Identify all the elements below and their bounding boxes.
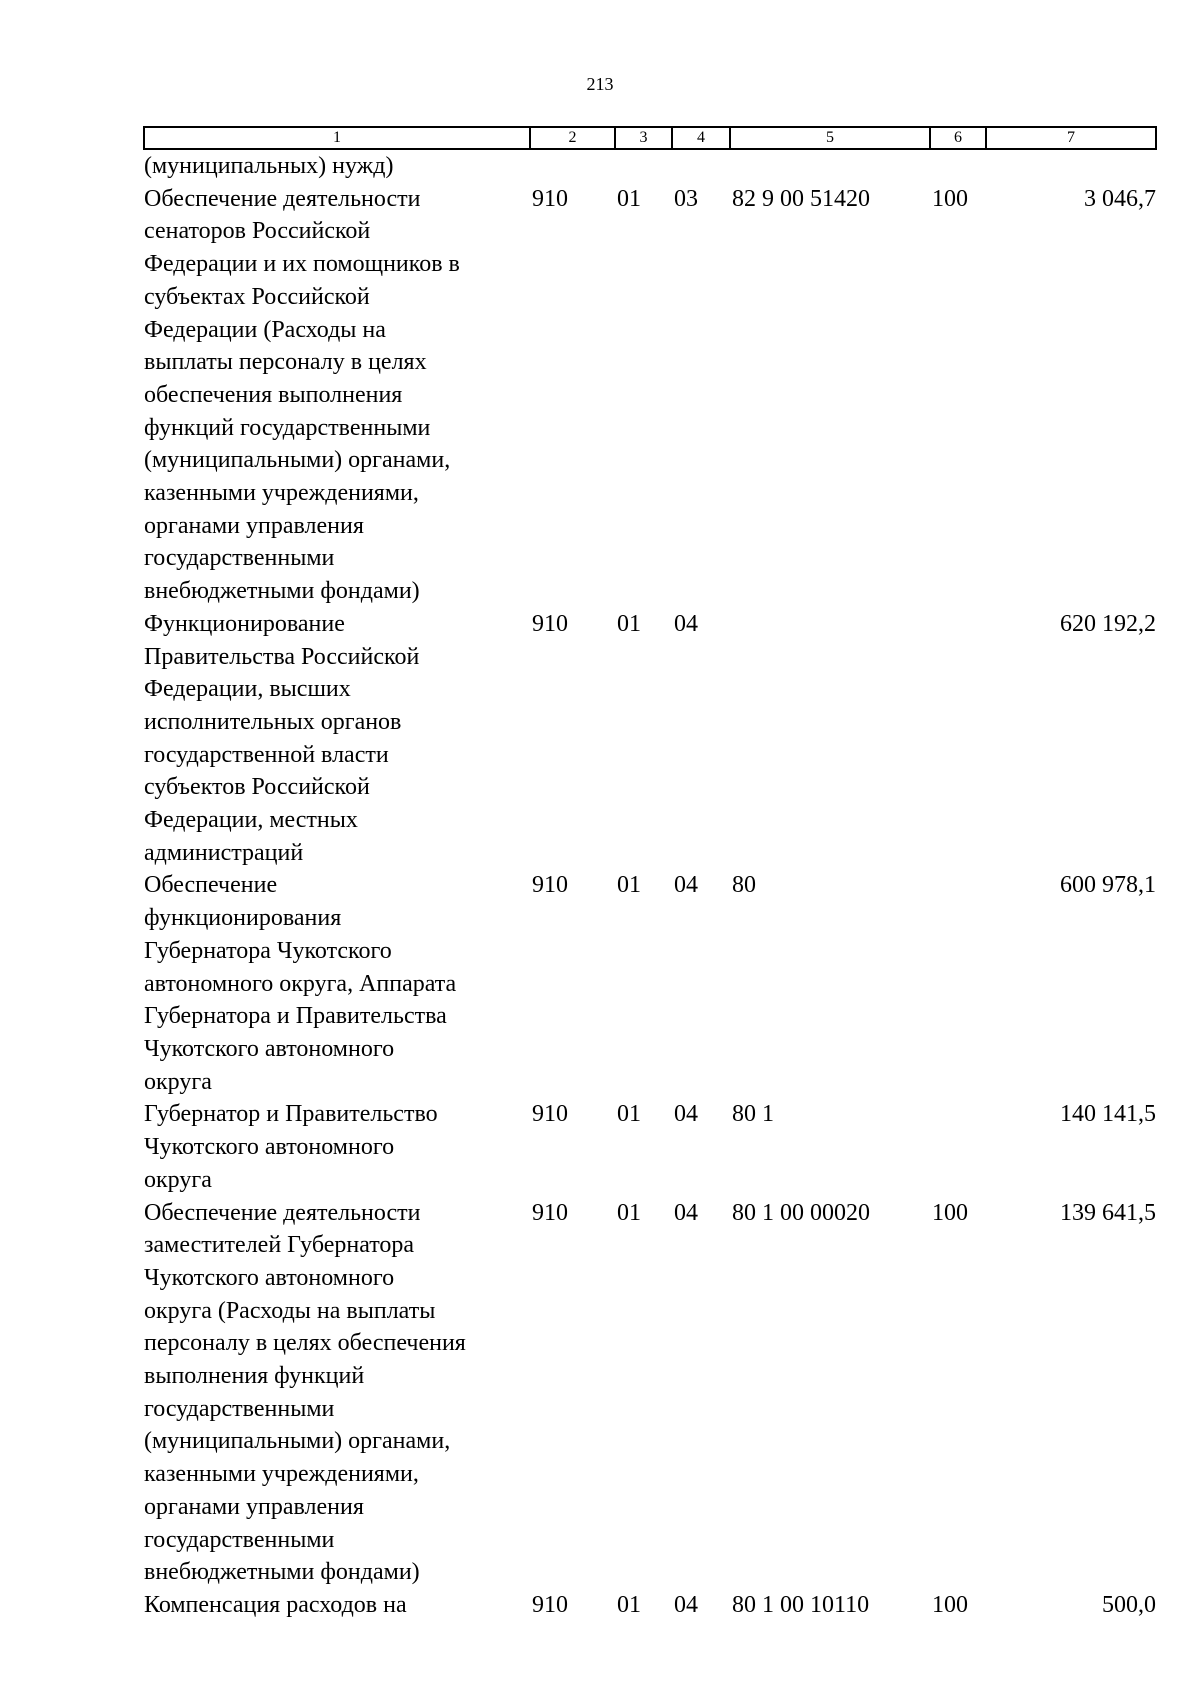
expense-name-line: округа: [144, 1166, 212, 1193]
expense-name-line: выплаты персоналу в целях: [144, 349, 427, 376]
ministry-code-cell: 910: [532, 610, 568, 637]
section-code-cell: [615, 149, 672, 183]
table-row: [144, 149, 1156, 183]
target-article-cell: [730, 608, 930, 870]
expense-type-cell: 100: [932, 185, 968, 212]
expense-name-line: органами управления: [144, 512, 364, 539]
expense-name-line: Обеспечение: [144, 872, 278, 899]
expense-name-line: Федерации, высших: [144, 676, 351, 703]
expense-name-line: функционирования: [144, 905, 342, 932]
expense-name-line: Правительства Российской: [144, 643, 420, 670]
section-code-cell: 01: [617, 1199, 641, 1226]
target-article-cell: [730, 149, 930, 183]
amount-cell: [986, 149, 1156, 183]
subsection-code-cell: 04: [674, 1199, 698, 1226]
table-row: [144, 1589, 1156, 1622]
section-code-cell: 01: [617, 1591, 641, 1618]
expense-name-line: казенными учреждениями,: [144, 480, 419, 507]
expense-name-line: Чукотского автономного: [144, 1264, 395, 1291]
target-article-cell: 80: [732, 872, 756, 899]
expense-name-line: государственной власти: [144, 741, 389, 768]
expense-name-line: выполнения функций: [144, 1363, 365, 1390]
header-col-6: 6: [930, 127, 986, 149]
expense-name-cell: [144, 1098, 530, 1196]
expense-name-line: функций государственными: [144, 414, 431, 441]
subsection-code-cell: 04: [674, 1101, 698, 1128]
section-code-cell: 01: [617, 872, 641, 899]
expense-name-line: Обеспечение деятельности: [144, 185, 421, 212]
ministry-code-cell: 910: [532, 185, 568, 212]
table-row: [144, 183, 1156, 608]
expense-name-line: обеспечения выполнения: [144, 381, 403, 408]
expense-name-line: субъектов Российской: [144, 774, 370, 801]
amount-cell: 500,0: [1102, 1591, 1156, 1618]
header-col-3: 3: [615, 127, 672, 149]
expense-name-line: округа (Расходы на выплаты: [144, 1297, 436, 1324]
expense-name-line: Федерации и их помощников в: [144, 251, 460, 278]
amount-cell: 620 192,2: [1060, 610, 1156, 637]
expense-name-line: Чукотского автономного: [144, 1134, 395, 1161]
section-code-cell: 01: [617, 185, 641, 212]
ministry-code-cell: 910: [532, 1591, 568, 1618]
expense-name-line: Компенсация расходов на: [144, 1591, 407, 1618]
expense-name-line: государственными: [144, 545, 335, 572]
section-code-cell: 01: [617, 610, 641, 637]
page-number: 213: [586, 74, 614, 94]
table-row: [144, 869, 1156, 1098]
header-row: [144, 127, 1156, 149]
expense-name-cell: [144, 1197, 530, 1589]
expense-name-line: органами управления: [144, 1493, 364, 1520]
table-row: [144, 1098, 1156, 1196]
expense-name-cell: [144, 869, 530, 1098]
expense-name-line: Губернатора и Правительства: [144, 1003, 447, 1030]
expense-name-line: казенными учреждениями,: [144, 1461, 419, 1488]
amount-cell: 139 641,5: [1060, 1199, 1156, 1226]
amount-cell: 600 978,1: [1060, 872, 1156, 899]
target-article-cell: 80 1 00 10110: [732, 1591, 870, 1618]
ministry-code-cell: [530, 149, 615, 183]
expense-name-cell: [144, 149, 530, 183]
section-code-cell: 01: [617, 1101, 641, 1128]
expense-name-line: внебюджетными фондами): [144, 1559, 420, 1586]
subsection-code-cell: 04: [674, 1591, 698, 1618]
expense-name-line: государственными: [144, 1395, 335, 1422]
ministry-code-cell: 910: [532, 1101, 568, 1128]
table-row: [144, 608, 1156, 870]
subsection-code-cell: 04: [674, 610, 698, 637]
expense-type-cell: [930, 1098, 986, 1196]
expense-name-line: внебюджетными фондами): [144, 578, 420, 605]
header-col-4: 4: [672, 127, 730, 149]
expense-name-line: (муниципальных) нужд): [144, 153, 394, 179]
header-col-5: 5: [730, 127, 930, 149]
expense-type-cell: 100: [932, 1591, 968, 1618]
ministry-code-cell: 910: [532, 1199, 568, 1226]
expense-name-line: заместителей Губернатора: [144, 1232, 415, 1259]
target-article-cell: 80 1: [732, 1101, 774, 1128]
expense-name-line: Губернатор и Правительство: [144, 1101, 438, 1128]
expense-name-line: Федерации, местных: [144, 807, 358, 834]
subsection-code-cell: [672, 149, 730, 183]
table-body: [144, 149, 1156, 1622]
expense-type-cell: [930, 149, 986, 183]
expense-type-cell: [930, 608, 986, 870]
expense-name-line: сенаторов Российской: [144, 218, 371, 245]
expense-name-line: персоналу в целях обеспечения: [144, 1330, 466, 1357]
expense-name-line: Чукотского автономного: [144, 1035, 395, 1062]
expense-type-cell: [930, 869, 986, 1098]
header-col-1: 1: [144, 127, 530, 149]
expense-name-line: исполнительных органов: [144, 708, 402, 735]
amount-cell: 140 141,5: [1060, 1101, 1156, 1128]
expense-type-cell: 100: [932, 1199, 968, 1226]
subsection-code-cell: 04: [674, 872, 698, 899]
amount-cell: 3 046,7: [1084, 185, 1156, 212]
ministry-code-cell: 910: [532, 872, 568, 899]
expense-name-line: округа: [144, 1068, 212, 1095]
expense-name-line: государственными: [144, 1526, 335, 1553]
expense-name-line: (муниципальными) органами,: [144, 447, 451, 474]
expense-name-line: Губернатора Чукотского: [144, 937, 392, 964]
header-col-7: 7: [986, 127, 1156, 149]
expense-name-line: автономного округа, Аппарата: [144, 970, 457, 997]
target-article-cell: 80 1 00 00020: [732, 1199, 870, 1226]
expense-name-line: субъектах Российской: [144, 283, 370, 310]
expense-name-line: администраций: [144, 839, 304, 866]
table-row: [144, 1197, 1156, 1589]
header-col-2: 2: [530, 127, 615, 149]
expense-name-line: Функционирование: [144, 610, 345, 637]
budget-table: [143, 126, 1157, 1622]
expense-name-cell: [144, 183, 530, 608]
expense-name-cell: [144, 1589, 530, 1622]
expense-name-line: Федерации (Расходы на: [144, 316, 386, 343]
subsection-code-cell: 03: [674, 185, 698, 212]
expense-name-line: (муниципальными) органами,: [144, 1428, 451, 1455]
expense-name-cell: [144, 608, 530, 870]
target-article-cell: 82 9 00 51420: [732, 185, 870, 212]
expense-name-line: Обеспечение деятельности: [144, 1199, 421, 1226]
